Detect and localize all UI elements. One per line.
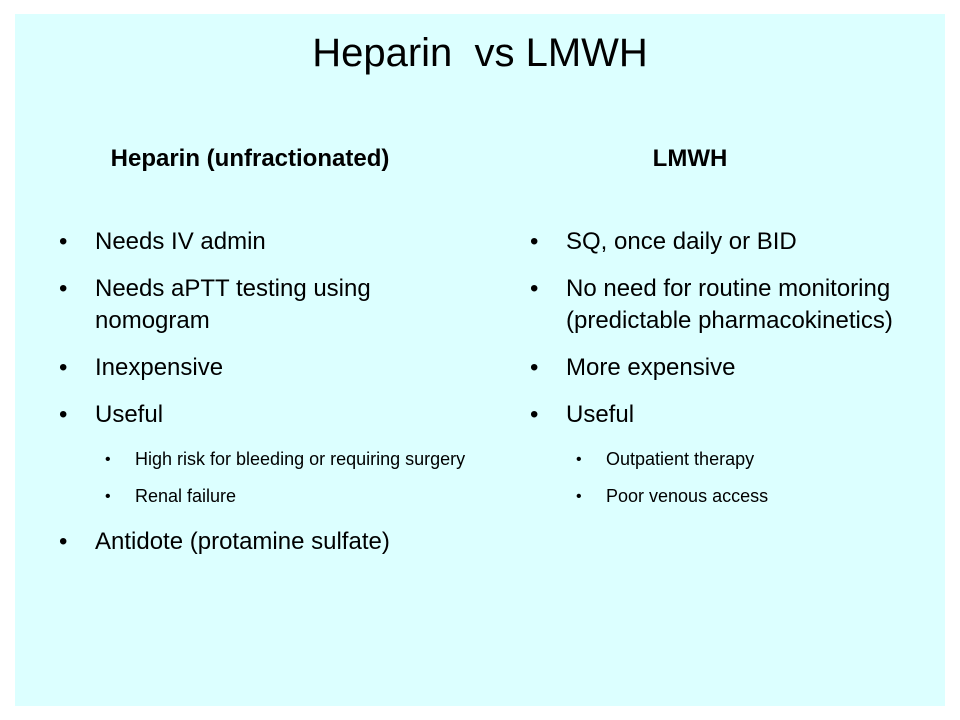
list-item bbox=[57, 226, 477, 258]
list-item bbox=[57, 273, 477, 337]
list-item-text: No need for routine monitoring (predictable pharmacokinetics) bbox=[566, 275, 893, 334]
bullet-icon: • bbox=[59, 275, 68, 302]
list-item-text: Inexpensive bbox=[95, 354, 224, 381]
list-item bbox=[528, 399, 908, 431]
heparin-list bbox=[57, 226, 477, 573]
sub-list-item bbox=[105, 485, 477, 508]
bullet-icon: • bbox=[59, 354, 68, 381]
list-item-text: Useful bbox=[95, 401, 164, 428]
list-item bbox=[57, 399, 477, 431]
list-item-text: Needs IV admin bbox=[95, 228, 266, 255]
bullet-icon: • bbox=[59, 228, 68, 255]
bullet-icon: • bbox=[530, 401, 539, 428]
list-item-text: SQ, once daily or BID bbox=[566, 228, 797, 255]
sub-list-item-text: High risk for bleeding or requiring surgery bbox=[135, 449, 466, 469]
sub-list-item bbox=[105, 448, 477, 471]
sub-list-item-text: Poor venous access bbox=[606, 486, 769, 506]
sub-bullet-icon: • bbox=[576, 488, 582, 505]
sub-list-item bbox=[576, 485, 908, 508]
slide-title: Heparin vs LMWH bbox=[312, 31, 648, 75]
list-item bbox=[57, 526, 477, 558]
sub-bullet-icon: • bbox=[105, 488, 111, 505]
bullet-icon: • bbox=[59, 528, 68, 555]
list-item-text: Useful bbox=[566, 401, 635, 428]
list-item bbox=[528, 226, 908, 258]
list-item bbox=[528, 273, 908, 337]
lmwh-heading: LMWH bbox=[652, 145, 728, 172]
sub-list-item bbox=[576, 448, 908, 471]
bullet-icon: • bbox=[530, 354, 539, 381]
list-item-text: Needs aPTT testing using nomogram bbox=[95, 275, 371, 334]
sub-bullet-icon: • bbox=[576, 451, 582, 468]
list-item bbox=[528, 352, 908, 384]
sub-list-item-text: Outpatient therapy bbox=[606, 449, 755, 469]
sub-bullet-icon: • bbox=[105, 451, 111, 468]
bullet-icon: • bbox=[530, 275, 539, 302]
heparin-heading: Heparin (unfractionated) bbox=[110, 145, 390, 172]
sub-list-item-text: Renal failure bbox=[135, 486, 237, 506]
list-item-text: More expensive bbox=[566, 354, 736, 381]
list-item bbox=[57, 352, 477, 384]
bullet-icon: • bbox=[59, 401, 68, 428]
bullet-icon: • bbox=[530, 228, 539, 255]
list-item-text: Antidote (protamine sulfate) bbox=[95, 528, 390, 555]
lmwh-list bbox=[528, 226, 908, 522]
